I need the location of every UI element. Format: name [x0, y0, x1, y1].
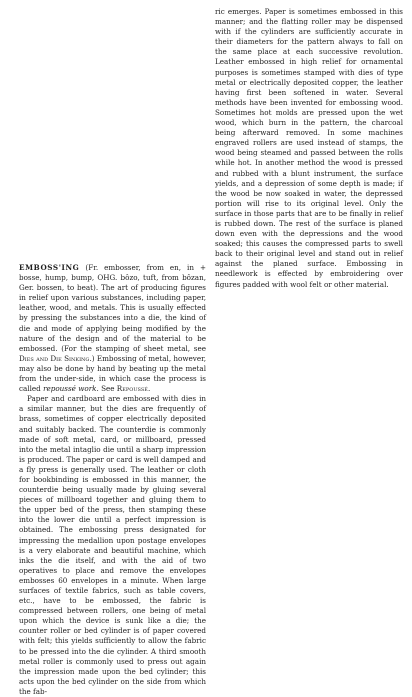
cross-reference-dies[interactable]: Dies and Die Sinking	[19, 353, 90, 363]
intro-text-a: (Fr. embosser, from en, in + bosse, hump, bump, OHG. bôzo, tuft, from bôzan, Ger. bossen, to beat). The art of producing figures in relief upon various substances, including paper, leather, wood, and metals. This is usually effected by pressing the substances into a die, the kind of die and mode of applying being modified by the nature of the design and of the material to be embossed. (For the stamping of sheet metal, see	[19, 263, 206, 353]
intro-text-d: .	[147, 384, 151, 394]
entry-paragraph-intro	[19, 263, 206, 394]
paragraph-continued: ric emerges. Paper is sometimes embossed in this manner; and the flatting roller may be dispensed with if the cylinders are sufficiently accurate in their diameters for the pattern always to fall on the same place at each successive revolution. Leather embossed in high relief for ornamental purposes is sometimes stamped with dies of type metal or electrically deposited copper, the leather having first been softened in water. Several methods have been invented for embossing wood. Sometimes hot molds are pressed upon the wet wood, which burn in the pattern, the charcoal being afterward removed. In some machines engraved rollers are used instead of stamps, the wood being steamed and passed between the rolls while hot. In another method the wood is pressed and rubbed with a blunt instrument, the surface yields, and a depression of some depth is made; if the wood be now soaked in water, the depressed portion will rise to its original level. Only the surface in those parts that are to be finally in relief is rubbed down. The rest of the surface is planed down even with the depressions and the wood soaked; this causes the compressed parts to swell back to their original level and stand out in relief against the planed surface. Embossing in needlework is effected by embroidering over figures padded with wool felt or other material.	[215, 7, 403, 289]
term-repousse-work: repoussé work	[43, 384, 97, 394]
entry-paragraph-paper: Paper and cardboard are embossed with dies in a similar manner, but the dies are frequently of brass, sometimes of copper electrically deposited and suitably backed. The counterdie is commonly made of soft metal, card, or millboard, pressed into the metal intaglio die until a sharp impression is produced. The paper or card is well damped and a fly press is generally used. The leather or cloth for bookbinding is embossed in this manner, the counterdie being usually made by gluing several pieces of millboard together and gluing them to the upper bed of the press, then stamping these into the lower die until a perfect impression is obtained. The embossing press designated for impressing the medallion upon postage envelopes is a very elaborate and beautiful machine, which inks the die itself, and with the aid of two operatives to place and remove the envelopes embosses 60 envelopes in a minute. When large surfaces of textile fabrics, such as table covers, etc., have to be embossed, the fabric is compressed between rollers, one being of metal upon which the device is sunk like a die; the counter roller or bed cylinder is of paper covered with felt; this yields sufficiently to allow the fabric to be pressed into the die cylinder. A third smooth metal roller is commonly used to press out again the impression made upon the bed cylinder; this acts upon the bed cylinder on the side from which the fab-	[19, 394, 206, 696]
right-text-column	[215, 7, 403, 290]
entry-headword: EMBOSS'ING	[19, 263, 80, 272]
left-text-column	[19, 263, 206, 697]
intro-text-b: .) Embossing of metal, however, may also be done by hand by beating up the metal from the under-side, in which case the process is called	[19, 353, 207, 394]
intro-text-c: . See	[96, 384, 117, 394]
cross-reference-repousse[interactable]: Repoussé	[116, 384, 148, 394]
